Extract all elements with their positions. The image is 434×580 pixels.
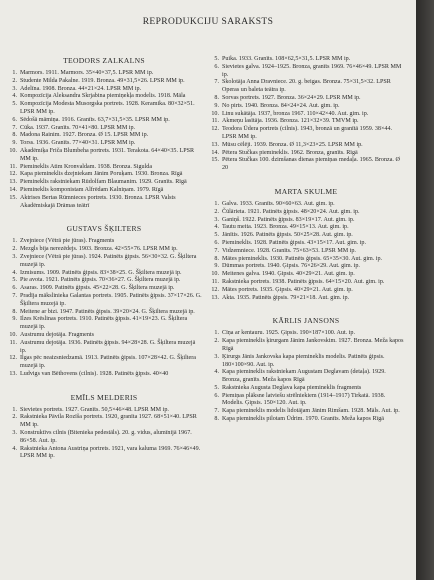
list-item: [6, 371, 202, 379]
list-item: [208, 279, 404, 287]
item-number: 5.: [214, 232, 219, 239]
item-text: Akta. 1935. Patinēts ģipsis. 79×21×18. Aut. gim. ip.: [222, 294, 350, 301]
item-number: 5.: [214, 384, 219, 391]
reproduction-list: [6, 70, 202, 210]
item-text: Torss. 1936. Granīts. 77×40×31. LPSR MM ip.: [20, 140, 136, 147]
list-item: [208, 79, 404, 95]
item-number: 10.: [9, 331, 17, 338]
item-number: 3.: [214, 353, 219, 360]
list-item: [208, 142, 404, 150]
section-heading: GUSTAVS ŠĶILTERS: [66, 224, 142, 234]
item-text: Austrumu dejotāja. Fragments: [20, 331, 94, 338]
item-number: 6.: [12, 116, 17, 123]
item-number: 8.: [214, 416, 219, 423]
item-text: Ilgas pēc neaizsniedzamā. 1913. Patinēts ģipsis. 107×28×42. G. Šķiltera muzejā ip.: [20, 355, 196, 370]
list-item: [6, 285, 202, 293]
section-karlis-jansons: [208, 316, 404, 424]
item-number: 8.: [214, 255, 219, 262]
item-number: 13.: [211, 294, 219, 301]
item-number: 5.: [12, 277, 17, 284]
item-number: 4.: [214, 224, 219, 231]
list-item: [208, 338, 404, 354]
list-item: [208, 111, 404, 119]
section-heading: MARTA SKULME: [274, 186, 338, 196]
list-item: [6, 164, 202, 172]
list-item: [208, 224, 404, 232]
list-item: [6, 93, 202, 101]
list-item: [6, 101, 202, 117]
item-number: 3.: [12, 253, 17, 260]
list-item: [208, 248, 404, 256]
list-item: [208, 416, 404, 424]
item-text: Kapa piemineklis pilotam Ūdrim. 1970. Granīts. Meža kapos Rīgā: [222, 416, 384, 423]
list-item: [6, 254, 202, 270]
item-number: 9.: [214, 263, 219, 270]
section-gustavs-skilters: [6, 224, 202, 378]
item-text: Meitenes galva. 1940. Ģipsis. 40×29×21. Aut. gim. ip.: [222, 271, 355, 278]
item-number: 14.: [211, 149, 219, 156]
item-number: 15.: [211, 157, 219, 164]
item-number: 7.: [214, 408, 219, 415]
left-column: [6, 56, 202, 475]
list-item: [6, 171, 202, 179]
list-item: [6, 148, 202, 164]
item-number: 3.: [12, 85, 17, 92]
list-item: [208, 95, 404, 103]
list-item: [6, 355, 202, 371]
item-number: 1.: [214, 330, 219, 337]
item-text: Kapa piemineklis ķirurgam Jānim Jankovskim. 1927. Bronza. Meža kapos Rīgā: [222, 338, 404, 352]
item-text: Ilzes Krēslinas portrets. 1910. Patinēts ģipsis. 41×19×23. G. Šķiltera muzejā ip.: [20, 316, 188, 331]
item-text: Mātes portrets. 1935. Ģipsis. 40×29×21. Aut. gim. ip.: [222, 286, 353, 293]
item-number: 7.: [214, 79, 219, 86]
item-text: Pie avota. 1921. Patinēts ģipsis. 70×36×27. G. Šķiltera muzejā ip.: [20, 277, 181, 284]
item-number: 3.: [214, 216, 219, 223]
item-text: Ludvigs van Bēthovens (cilnis). 1928. Patinēts ģipsis. 40×40: [20, 370, 169, 377]
item-text: Sievietes portrets. 1927. Granīts. 50,5×46×48. LPSR MM ip.: [20, 406, 169, 413]
item-text: Akmeņu lasītāja. 1936. Bronza. 121×32×39. TMVM ip.: [222, 118, 359, 125]
list-item: [6, 316, 202, 332]
item-number: 10.: [9, 147, 17, 154]
list-item: [208, 201, 404, 209]
list-item: [208, 232, 404, 240]
reproduction-list: [208, 56, 404, 173]
list-item: [6, 414, 202, 430]
list-item: [6, 340, 202, 356]
list-item: [6, 195, 202, 211]
item-number: 6.: [214, 392, 219, 399]
item-number: 2.: [214, 338, 219, 345]
item-number: 10.: [211, 271, 219, 278]
item-text: Akadēmiķa Friča Blumbeha portrets. 1931. Terakota. 64×40×35. LPSR MM ip.: [20, 147, 195, 162]
reproduction-list: [208, 330, 404, 424]
list-item: [208, 118, 404, 126]
item-number: 9.: [214, 102, 219, 109]
list-item: [6, 125, 202, 133]
item-number: 9.: [12, 316, 17, 323]
book-spine-shadow: [416, 0, 434, 580]
item-text: Sēdošā māmiņa. 1916. Granīts. 63,7×31,5×35. LPSR MM ip.: [20, 116, 170, 123]
item-text: Galva. 1933. Granīts. 90×60×63. Aut. gim. ip.: [222, 200, 335, 207]
item-text: Piemineklis komponistam Alfrēdam Kalniņam. 1979. Rīgā: [20, 186, 164, 193]
item-number: 12.: [9, 355, 17, 362]
item-text: Piemineklis. 1928. Patinēts ģipsis. 43×15×17. Aut. gim. ip.: [222, 239, 366, 246]
list-item: [6, 332, 202, 340]
list-item: [6, 140, 202, 148]
list-item: [208, 408, 404, 416]
item-number: 1.: [12, 70, 17, 76]
list-item: [208, 393, 404, 409]
item-text: Aktrises Bertas Rūmnieces portrets. 1930. Bronza. LPSR Valsts Akadēmiskajā Drāmas teātrī: [20, 194, 176, 209]
item-text: Dūmmas portrets. 1940. Ģipsis. 76×26×29. Aut. gim. ip.: [222, 263, 360, 270]
item-text: Meitene ar bizi. 1947. Patinēts ģipsis. 39×20×24. G. Šķiltera muzejā ip.: [20, 308, 195, 315]
item-number: 3.: [12, 430, 17, 437]
item-text: Mezgls bija nerezēdejs. 1903. Bronza. 42×55×76. LPSR MM ip.: [20, 246, 178, 253]
list-item: [6, 246, 202, 254]
item-text: No pirts. 1940. Bronza. 84×24×24. Aut. gim. ip.: [222, 102, 340, 109]
list-item: [6, 70, 202, 78]
item-text: Kompozīcija Aleksandra Skrjabina piemiņekļa modelis. 1918. Māla: [20, 93, 186, 100]
list-item: [208, 263, 404, 271]
list-item: [6, 277, 202, 285]
list-item: [6, 132, 202, 140]
item-number: 8.: [214, 94, 219, 101]
item-text: Pētera Stučkas 100. dzimšanas dienas piemiņas medaļa. 1965. Bronza. Ø 20: [222, 157, 400, 172]
item-text: Marmors. 1911. Marmors. 35×40×37,5. LPSR MM ip.: [20, 70, 154, 76]
list-item: [6, 238, 202, 246]
list-item: [208, 56, 404, 64]
item-number: 7.: [12, 124, 17, 131]
item-text: Ganiņš. 1922. Patinēts ģipsis. 83×19×17. Aut. gim. ip.: [222, 216, 355, 223]
list-item: [6, 430, 202, 446]
item-text: Jānītis. 1926. Patinēts ģipsis. 50×25×28. Aut. gim. ip.: [222, 232, 353, 239]
list-item: [208, 103, 404, 111]
list-item: [208, 354, 404, 370]
list-item: [208, 209, 404, 217]
right-column: [208, 56, 404, 438]
item-number: 12.: [211, 126, 219, 133]
item-number: 4.: [12, 445, 17, 452]
section-continued: [208, 56, 404, 173]
item-number: 7.: [12, 292, 17, 299]
item-text: Puika. 1933. Granīts. 108×62,5×31,5. LPSR MM ip.: [222, 56, 351, 62]
item-text: Linu sukātāja. 1937, bronza 1967. 110×42×40. Aut. gim. ip.: [222, 110, 369, 117]
reproduction-list: [208, 201, 404, 302]
item-number: 1.: [12, 238, 17, 245]
item-text: Rakstnieka Antona Austriņa portrets. 1921, vara kaluma 1969. 76×46×49. LPSR MM ip.: [20, 445, 201, 460]
item-number: 6.: [12, 285, 17, 292]
item-text: Piemiņas plāksne latviešu strēlniekiem (1914–1917) Tirkatā. 1938. Modelis. Ģipsis. 150×120. Aut. ip.: [222, 392, 386, 407]
item-text: Kapa piemineklis rakstniekam Augustam Deglavam (detaļa). 1929. Bronza, granīts. Meža kapos Rīgā: [222, 369, 386, 384]
list-item: [208, 217, 404, 225]
item-number: 11.: [211, 118, 219, 125]
item-number: 8.: [12, 308, 17, 315]
item-number: 7.: [214, 247, 219, 254]
list-item: [208, 295, 404, 303]
item-text: Madona Rainim. 1927. Bronza. Ø 15. LPSR MM ip.: [20, 132, 149, 139]
item-number: 11.: [9, 163, 17, 170]
item-number: 10.: [211, 110, 219, 117]
item-text: Austrumu dejotāja. 1936. Patinēts ģipsis. 94×28×28. G. Šķiltera muzejā ip.: [20, 339, 196, 354]
section-heading: EMĪLS MELDERIS: [70, 392, 138, 402]
item-text: Ķirurgs Jānis Jankovska kapa piemineklis modelis. Patinēts ģipsis. 180×100×90. Aut. ip.: [222, 353, 385, 368]
item-number: 5.: [12, 101, 17, 108]
section-teodors-zalkalns: [6, 56, 202, 210]
item-number: 4.: [12, 269, 17, 276]
list-item: [208, 369, 404, 385]
item-text: Sievietes galva. 1924–1925. Bronza, granīts 1969. 76×46×49. LPSR MM ip.: [222, 63, 402, 78]
item-number: 14.: [9, 186, 17, 193]
item-text: Adelīna. 1908. Bronza. 44×21×24. LPSR MM ip.: [20, 85, 142, 92]
item-number: 1.: [12, 406, 17, 413]
page-title: REPRODUKCIJU SARAKSTS: [142, 17, 274, 27]
item-number: 8.: [12, 132, 17, 139]
item-number: 11.: [211, 278, 219, 285]
item-text: Piemineklis rakstniekam Rūdolfam Blaumanim. 1929. Granīts. Rīgā: [20, 179, 187, 186]
item-text: Tautu meita. 1923. Bronza. 49×15×13. Aut. gim. ip.: [222, 224, 349, 231]
item-text: Kapa piemineklis modelis lidotājam Jānim Rimšam. 1928. Māls. Aut. ip.: [222, 408, 400, 415]
item-text: Cūka. 1937. Granīts. 70×41×80. LPSR MM ip.: [20, 124, 136, 131]
item-text: Izmisums. 1909. Patinēts ģipsis. 83×38×25. G. Šķiltera muzejā ip.: [20, 269, 182, 276]
item-text: Studente Milda Pakalne. 1919. Bronza. 49×31,5×26. LPSR MM ip.: [20, 77, 185, 84]
item-number: 13.: [9, 179, 17, 186]
item-text: Pētera Stučkas piemineklis. 1962. Bronza, granīts. Rīgā: [222, 149, 358, 156]
item-text: Vidzemniece. 1928. Granīts. 75×63×53. LPSR MM ip.: [222, 247, 356, 254]
item-number: 9.: [12, 140, 17, 147]
item-text: Kapa piemineklis dzejniekam Jānim Poruķam. 1930. Bronza. Rīgā: [20, 171, 183, 178]
list-item: [208, 385, 404, 393]
item-text: Piemineklis Atim Kronvaldam. 1938. Bronza. Sigulda: [20, 163, 153, 170]
list-item: [6, 293, 202, 309]
list-item: [208, 240, 404, 248]
item-text: Zvejniece (Vētrā pie jūras). 1924. Patinēts ģipsis. 56×30×32. G. Šķiltera muzejā ip.: [20, 253, 197, 268]
item-number: 6.: [214, 63, 219, 70]
item-number: 15.: [9, 194, 17, 201]
item-text: Teodora Ūdera portrets (cilnis). 1943, bronzā un granītā 1959. 38×44. LPSR MM ip.: [222, 126, 393, 140]
list-item: [6, 86, 202, 94]
item-text: Rakstnieka portrets. 1938. Patinēts ģipsis. 64×15×20. Aut. gim. ip.: [222, 278, 385, 285]
list-item: [208, 64, 404, 80]
list-item: [208, 150, 404, 158]
item-text: Asaras. 1909. Patinēts ģipsis. 45×22×28. G. Šķiltera muzejā ip.: [20, 285, 175, 292]
reproduction-list: [6, 407, 202, 462]
item-number: 1.: [214, 200, 219, 207]
list-item: [6, 187, 202, 195]
item-number: 2.: [12, 246, 17, 253]
item-number: 13.: [211, 141, 219, 148]
list-item: [6, 117, 202, 125]
item-text: Konstruktīvs cilnis (Bitenieka pedestāls). 20. g. vidus, alumīnijā 1967. 86×58. Aut. ip.: [20, 430, 192, 444]
item-number: 2.: [12, 414, 17, 421]
item-number: 6.: [214, 239, 219, 246]
list-item: [208, 126, 404, 142]
item-text: Skolotāja Anna Dravniece. 20. g. beigas. Bronza. 75×31,5×32. LPSR Operas un baleta teātra ip.: [222, 79, 391, 94]
item-text: Mūsu cēlēji. 1939. Bronza. Ø 11,3×23×25. LPSR MM ip.: [222, 141, 363, 148]
list-item: [6, 407, 202, 415]
item-number: 5.: [214, 56, 219, 62]
list-item: [6, 78, 202, 86]
section-emils-melderis: [6, 393, 202, 462]
section-heading: TEODORS ZALKALNS: [63, 56, 145, 65]
section-heading: KĀRLIS JANSONS: [272, 316, 340, 326]
item-text: Kompozīcija Modesta Musorgska portrets. 1928. Keramika. 80×32×51. LPSR MM ip.: [20, 101, 195, 115]
list-item: [208, 271, 404, 279]
item-number: 12.: [211, 286, 219, 293]
item-text: Zvejniece (Vētrā pie jūras). Fragments: [20, 238, 115, 245]
item-number: 4.: [12, 93, 17, 100]
list-item: [208, 287, 404, 295]
item-number: 4.: [214, 369, 219, 376]
item-number: 11.: [9, 339, 17, 346]
list-item: [208, 256, 404, 264]
item-text: Mātes piemineklis. 1930. Patinēts ģipsis. 65×35×30. Aut. gim. ip.: [222, 255, 383, 262]
item-number: 13.: [9, 370, 17, 377]
list-item: [208, 157, 404, 173]
list-item: [208, 330, 404, 338]
item-number: 12.: [9, 171, 17, 178]
item-text: Čūlārieta. 1921. Patinēts ģipsis. 48×20×24. Aut. gim. ip.: [222, 208, 360, 215]
list-item: [6, 446, 202, 462]
list-item: [6, 179, 202, 187]
reproduction-list: [6, 238, 202, 378]
item-text: Rakstnieka Pāvila Rozīša portrets. 1920, granīta 1927. 68×51×40. LPSR MM ip.: [20, 414, 197, 429]
item-text: Rakstnieka Augusta Deglava kapa piemineklis fragments: [222, 384, 362, 391]
section-marta-skulme: [208, 187, 404, 302]
item-text: Sorvas portrets. 1927. Bronza. 36×24×29. LPSR MM ip.: [222, 94, 361, 101]
item-text: Cīņa ar kentauru. 1925. Ģipsis. 190×187×100. Aut. ip.: [222, 330, 355, 337]
item-text: Pradīja mākslinieka Galantas portrets. 1905. Patinēts ģipsis. 37×17×26. G. Šķiltera muzejā ip.: [20, 292, 202, 307]
item-number: 2.: [12, 77, 17, 84]
item-number: 2.: [214, 208, 219, 215]
